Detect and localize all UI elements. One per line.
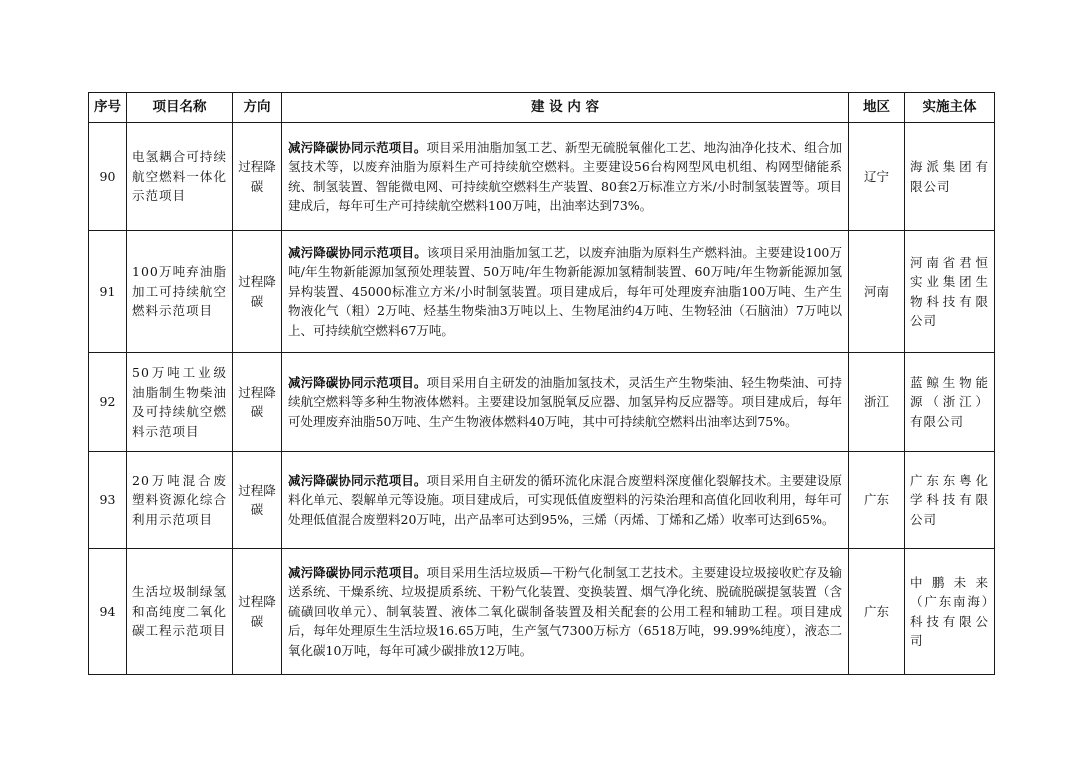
project-direction: 过程降碳 — [233, 353, 282, 452]
content-text: 项目采用自主研发的油脂加氢技术，灵活生产生物柴油、轻生物柴油、可持续航空燃料等多种生物液体燃料。主要建设加氢脱氧反应器、加氢异构反应器等。项目建成后，每年可处理废弃油脂50万吨、生产生物液体燃料40万吨，其中可持续航空燃料出油率达到75%。 — [288, 374, 842, 429]
project-region: 辽宁 — [849, 123, 905, 231]
header-owner: 实施主体 — [905, 93, 995, 123]
project-content — [282, 231, 849, 353]
header-direction: 方向 — [233, 93, 282, 123]
row-index: 91 — [89, 231, 127, 353]
project-region: 广东 — [849, 549, 905, 675]
content-text: 该项目采用油脂加氢工艺，以废弃油脂为原料生产燃料油。主要建设100万吨/年生物新能源加氢预处理装置、50万吨/年生物新能源加氢精制装置、60万吨/年生物新能源加氢异构装置、45000标准立方米/小时制氢装置。项目建成后，每年可处理废弃油脂100万吨、生产生物液化气（粗）2万吨、烃基生物柴油3万吨以上、生物尾油约4万吨、生物轻油（石脑油）7万吨以上、可持续航空燃料67万吨。 — [288, 244, 842, 338]
project-direction: 过程降碳 — [233, 123, 282, 231]
project-name: 20万吨混合废塑料资源化综合利用示范项目 — [127, 452, 233, 549]
row-index: 90 — [89, 123, 127, 231]
header-content: 建 设 内 容 — [282, 93, 849, 123]
project-owner: 河南省君恒实业集团生物科技有限公司 — [905, 231, 995, 353]
content-lead: 减污降碳协同示范项目。 — [288, 564, 427, 580]
content-lead: 减污降碳协同示范项目。 — [288, 472, 427, 488]
table-row — [89, 353, 995, 452]
project-content — [282, 123, 849, 231]
project-name: 50万吨工业级油脂制生物柴油及可持续航空燃料示范项目 — [127, 353, 233, 452]
content-text: 项目采用油脂加氢工艺、新型无硫脱氧催化工艺、地沟油净化技术、组合加氢技术等，以废弃油脂为原料生产可持续航空燃料。主要建设56台构网型风电机组、构网型储能系统、制氢装置、智能微电网、可持续航空燃料生产装置、80套2万标准立方米/小时制氢装置等。项目建成后，每年可生产可持续航空燃料100万吨，出油率达到73%。 — [288, 139, 842, 213]
row-index: 93 — [89, 452, 127, 549]
project-region: 浙江 — [849, 353, 905, 452]
project-region: 河南 — [849, 231, 905, 353]
content-lead: 减污降碳协同示范项目。 — [288, 244, 427, 260]
row-index: 92 — [89, 353, 127, 452]
table-row — [89, 123, 995, 231]
project-table — [88, 92, 995, 675]
project-content — [282, 452, 849, 549]
project-name: 100万吨弃油脂加工可持续航空燃料示范项目 — [127, 231, 233, 353]
table-row — [89, 549, 995, 675]
header-index: 序号 — [89, 93, 127, 123]
content-text: 项目采用自主研发的循环流化床混合废塑料深度催化裂解技术。主要建设原料化单元、裂解单元等设施。项目建成后，可实现低值废塑料的污染治理和高值化回收利用，每年可处理低值混合废塑料20万吨，出产品率可达到95%，三烯（丙烯、丁烯和乙烯）收率可达到65%。 — [288, 472, 842, 527]
table-row — [89, 231, 995, 353]
project-owner: 广东东粤化学科技有限公司 — [905, 452, 995, 549]
content-lead: 减污降碳协同示范项目。 — [288, 139, 427, 155]
project-direction: 过程降碳 — [233, 549, 282, 675]
project-name: 生活垃圾制绿氢和高纯度二氧化碳工程示范项目 — [127, 549, 233, 675]
header-name: 项目名称 — [127, 93, 233, 123]
header-region: 地区 — [849, 93, 905, 123]
table-header-row — [89, 93, 995, 123]
project-content — [282, 549, 849, 675]
project-owner: 蓝鲸生物能源（浙江）有限公司 — [905, 353, 995, 452]
content-lead: 减污降碳协同示范项目。 — [288, 374, 427, 390]
content-text: 项目采用生活垃圾质—干粉气化制氢工艺技术。主要建设垃圾接收贮存及输送系统、干燥系统、垃圾提质系统、干粉气化装置、变换装置、烟气净化统、脱硫脱碳提氢装置（含硫磺回收单元）、制氧装置、液体二氧化碳制备装置及相关配套的公用工程和辅助工程。项目建成后，每年处理原生生活垃圾16.65万吨，生产氢气7300万标方（6518万吨，99.99%纯度），液态二氧化碳10万吨，每年可减少碳排放12万吨。 — [288, 564, 842, 658]
project-region: 广东 — [849, 452, 905, 549]
project-name: 电氢耦合可持续航空燃料一体化示范项目 — [127, 123, 233, 231]
project-direction: 过程降碳 — [233, 452, 282, 549]
project-owner: 海派集团有限公司 — [905, 123, 995, 231]
project-owner: 中鹏未来（广东南海）科技有限公司 — [905, 549, 995, 675]
table-row — [89, 452, 995, 549]
project-direction: 过程降碳 — [233, 231, 282, 353]
project-content — [282, 353, 849, 452]
row-index: 94 — [89, 549, 127, 675]
